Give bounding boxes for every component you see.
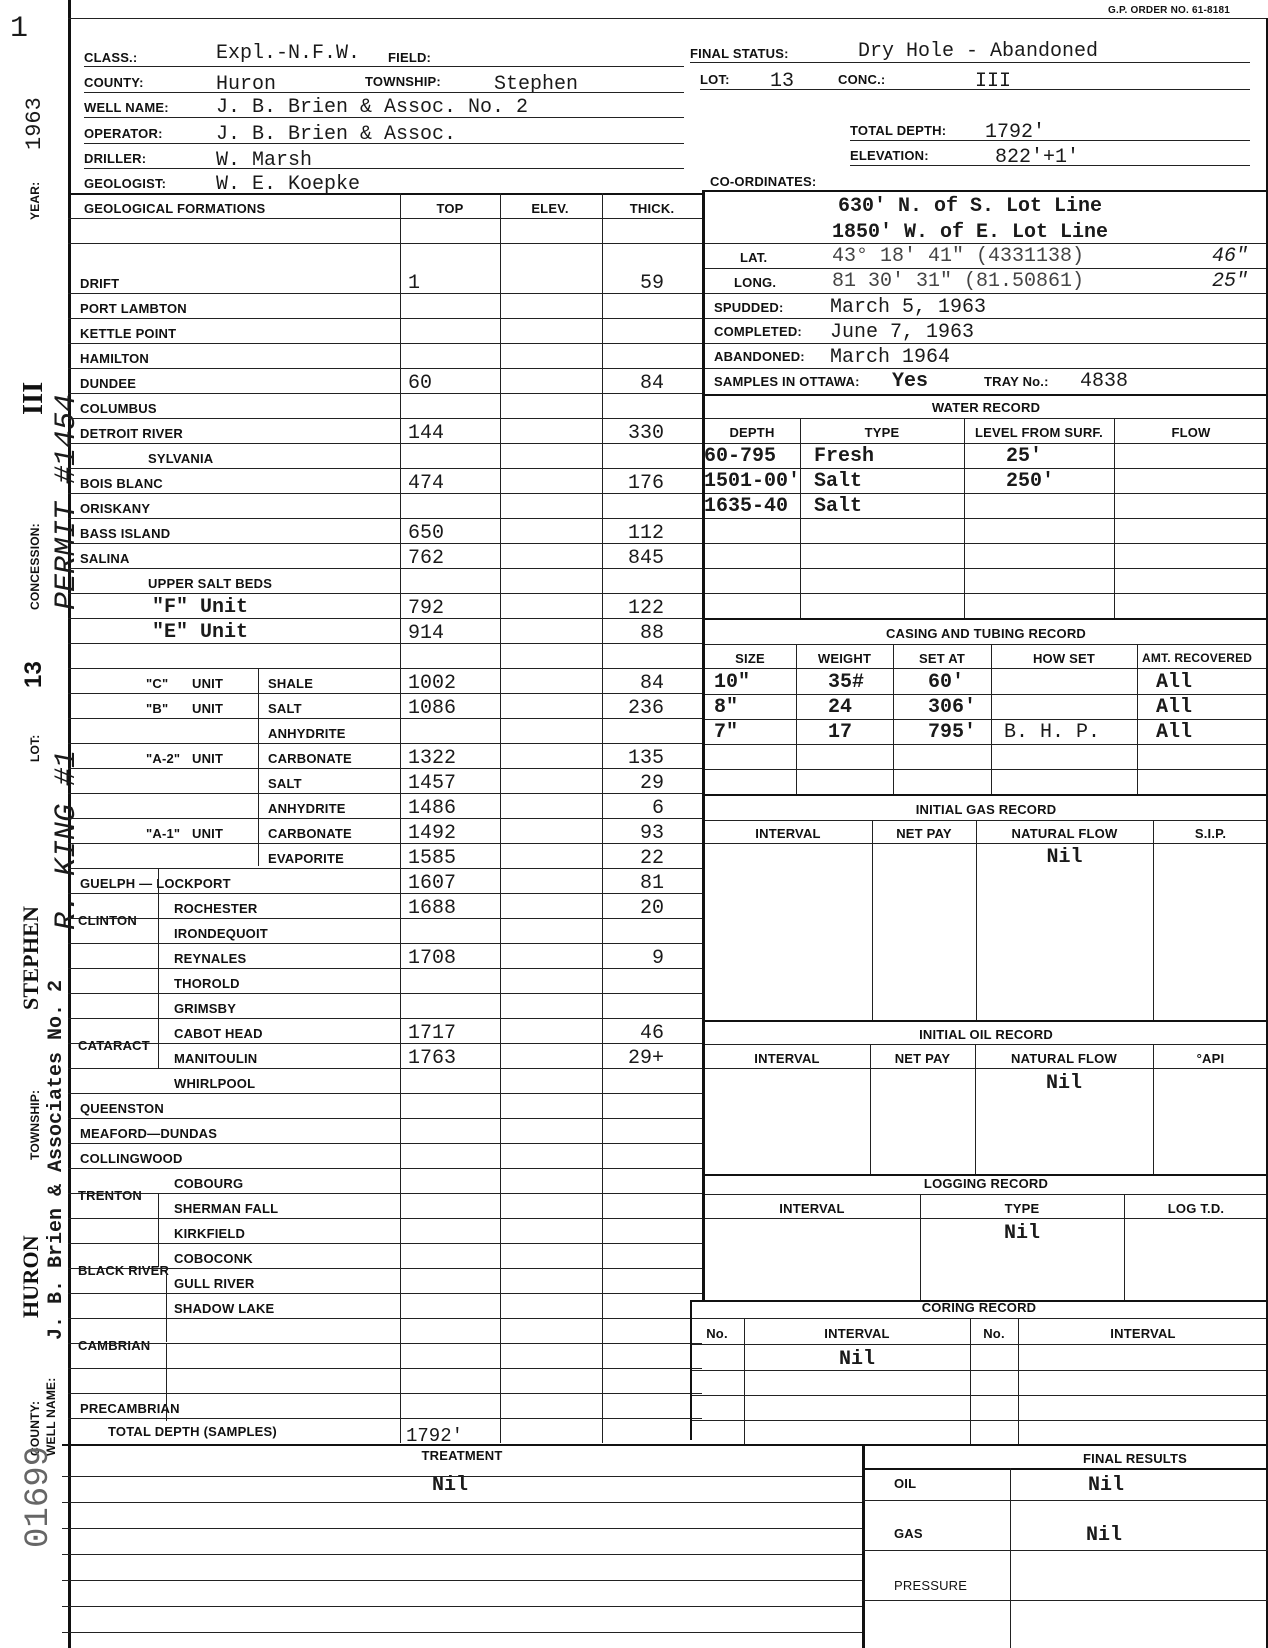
formation-name: COLUMBUS <box>80 401 157 416</box>
water-depth-header: DEPTH <box>729 425 775 440</box>
formation-name: DUNDEE <box>80 376 137 391</box>
unit-lithology: ANHYDRITE <box>268 801 346 816</box>
formation-name: PRECAMBRIAN <box>80 1401 180 1416</box>
margin-year: 1963 <box>22 97 47 150</box>
well-name-value: J. B. Brien & Assoc. No. 2 <box>216 96 529 119</box>
gas-sip-header: S.I.P. <box>1194 826 1227 841</box>
logging-logtd-header: LOG T.D. <box>1167 1201 1225 1216</box>
casing-size-header: SIZE <box>735 651 765 666</box>
driller-label: DRILLER: <box>84 151 147 166</box>
formation-group: CAMBRIAN <box>78 1338 151 1353</box>
formation-name: COLLINGWOOD <box>80 1151 183 1166</box>
oil-flow-value: Nil <box>1045 1072 1082 1095</box>
formation-name: MEAFORD—DUNDAS <box>80 1126 218 1141</box>
casing-weight: 17 <box>828 721 853 744</box>
water-record-title: WATER RECORD <box>931 400 1041 415</box>
class-label: CLASS.: <box>84 50 138 65</box>
township-label: TOWNSHIP: <box>365 74 441 89</box>
formation-thickness: 22 <box>639 847 664 870</box>
formation-thickness: 122 <box>627 597 664 620</box>
formation-name: KETTLE POINT <box>80 326 177 341</box>
spudded-value: March 5, 1963 <box>830 296 987 319</box>
formation-top: 1002 <box>408 672 457 695</box>
formation-name: BASS ISLAND <box>80 526 171 541</box>
coord-line-1: 630' N. of S. Lot Line <box>838 195 1103 218</box>
formation-top: 792 <box>408 597 445 620</box>
formation-name: ORISKANY <box>80 501 151 516</box>
field-label: FIELD: <box>388 50 432 65</box>
logging-record-title: LOGGING RECORD <box>923 1176 1049 1191</box>
margin-well-name: J. B. Brien & Associates No. 2 <box>45 979 68 1340</box>
formation-name: HAMILTON <box>80 351 149 366</box>
margin-township-label: TOWNSHIP: <box>28 1089 42 1160</box>
casing-set: 306' <box>928 696 977 719</box>
water-depth: 1501-00' <box>704 470 801 493</box>
formation-top: 1607 <box>408 872 457 895</box>
formation-member: GULL RIVER <box>174 1276 255 1291</box>
coring-no2-header: No. <box>983 1326 1005 1341</box>
gas-flow-value: Nil <box>1046 846 1083 869</box>
formations-header: GEOLOGICAL FORMATIONS <box>84 201 266 216</box>
water-type: Salt <box>814 495 863 518</box>
formation-group: BLACK RIVER <box>78 1263 170 1278</box>
county-label: COUNTY: <box>84 75 144 90</box>
unit-name: "B" <box>146 701 169 716</box>
formation-top: 60 <box>408 372 433 395</box>
unit-lithology: EVAPORITE <box>268 851 344 866</box>
formation-name: PORT LAMBTON <box>80 301 187 316</box>
casing-set: 60' <box>928 671 965 694</box>
coring-no-header: No. <box>706 1326 728 1341</box>
casing-amount: All <box>1156 696 1193 719</box>
casing-weight: 24 <box>828 696 853 719</box>
lot-label: LOT: <box>700 72 730 87</box>
oil-result-label: OIL <box>894 1476 917 1491</box>
long-label: LONG. <box>734 275 777 290</box>
final-status-value: Dry Hole - Abandoned <box>858 40 1099 63</box>
formation-top: 914 <box>408 622 445 645</box>
conc-value: III <box>975 70 1012 93</box>
samples-value: Yes <box>892 370 929 393</box>
formation-top: 1457 <box>408 772 457 795</box>
oil-netpay-header: NET PAY <box>894 1051 951 1066</box>
casing-set-header: SET AT <box>919 651 965 666</box>
formation-thickness: 88 <box>639 622 664 645</box>
total-depth-value: 1792' <box>985 121 1046 144</box>
formation-member: ROCHESTER <box>174 901 258 916</box>
long-value: 81 30' 31" (81.50861) <box>832 270 1085 293</box>
treatment-value: Nil <box>432 1474 469 1497</box>
geologist-value: W. E. Koepke <box>216 173 361 196</box>
margin-lot-label: LOT: <box>28 734 42 762</box>
casing-set: 795' <box>928 721 977 744</box>
formation-group: CLINTON <box>78 913 137 928</box>
formation-member: IRONDEQUOIT <box>174 926 268 941</box>
gas-flow-header: NATURAL FLOW <box>1011 826 1118 841</box>
center-divider <box>702 190 705 1300</box>
unit-label: UNIT <box>192 676 224 691</box>
casing-weight-header: WEIGHT <box>817 651 872 666</box>
formation-member: SHERMAN FALL <box>174 1201 279 1216</box>
margin-county-label: COUNTY: <box>28 1400 42 1456</box>
lat-label: LAT. <box>740 250 768 265</box>
formation-member: REYNALES <box>174 951 247 966</box>
formation-name: BOIS BLANC <box>80 476 163 491</box>
treatment-title: TREATMENT <box>421 1448 503 1463</box>
formation-thickness: 93 <box>639 822 664 845</box>
casing-size: 8" <box>714 696 739 719</box>
class-value: Expl.-N.F.W. <box>216 42 361 65</box>
conc-label: CONC.: <box>838 72 886 87</box>
abandoned-value: March 1964 <box>830 346 951 369</box>
elevation-label: ELEVATION: <box>850 148 929 163</box>
unit-lithology: ANHYDRITE <box>268 726 346 741</box>
formation-member: KIRKFIELD <box>174 1226 246 1241</box>
formation-thickness: 29 <box>639 772 664 795</box>
casing-record-title: CASING AND TUBING RECORD <box>885 626 1087 641</box>
margin-note: R. KING #1 <box>50 749 84 930</box>
formation-member: COBOCONK <box>174 1251 253 1266</box>
water-level-header: LEVEL FROM SURF. <box>975 425 1103 440</box>
formation-top: 1086 <box>408 697 457 720</box>
formation-top: 1717 <box>408 1022 457 1045</box>
formation-member: CABOT HEAD <box>174 1026 263 1041</box>
completed-label: COMPLETED: <box>714 324 802 339</box>
oil-interval-header: INTERVAL <box>754 1051 820 1066</box>
margin-year-label: YEAR: <box>28 181 42 220</box>
formation-name: DRIFT <box>80 276 120 291</box>
formation-member: WHIRLPOOL <box>174 1076 256 1091</box>
formation-thickness: 112 <box>627 522 664 545</box>
formation-thickness: 59 <box>639 272 664 295</box>
formation-member: COBOURG <box>174 1176 244 1191</box>
formation-top: 1763 <box>408 1047 457 1070</box>
coring-interval-header: INTERVAL <box>824 1326 890 1341</box>
formation-thickness: 176 <box>627 472 664 495</box>
casing-size: 10" <box>714 671 751 694</box>
gas-result-value: Nil <box>1086 1524 1123 1547</box>
formation-top: 1688 <box>408 897 457 920</box>
formation-top: 474 <box>408 472 445 495</box>
coring-record-title: CORING RECORD <box>921 1300 1037 1315</box>
casing-amt-header: AMT. RECOVERED <box>1142 651 1253 665</box>
tray-value: 4838 <box>1080 370 1129 393</box>
formation-member: GRIMSBY <box>174 1001 237 1016</box>
formation-member: MANITOULIN <box>174 1051 258 1066</box>
completed-value: June 7, 1963 <box>830 321 975 344</box>
unit-lithology: SALT <box>268 776 302 791</box>
formation-top: 1 <box>408 272 421 295</box>
abandoned-label: ABANDONED: <box>714 349 805 364</box>
margin-file-number: 01699 <box>20 1445 58 1548</box>
formation-thickness: 236 <box>627 697 664 720</box>
formation-name: SALINA <box>80 551 130 566</box>
gas-interval-header: INTERVAL <box>755 826 821 841</box>
formation-thickness: 845 <box>627 547 664 570</box>
margin-number: 1 <box>10 12 29 46</box>
lat-value: 43° 18' 41" (4331138) <box>832 245 1085 268</box>
formation-unit: "E" Unit <box>152 621 249 644</box>
long-correction: 25" <box>1212 270 1249 293</box>
unit-label: UNIT <box>192 701 224 716</box>
unit-lithology: SHALE <box>268 676 314 691</box>
total-depth-samples-label: TOTAL DEPTH (SAMPLES) <box>108 1424 277 1439</box>
total-depth-label: TOTAL DEPTH: <box>850 123 947 138</box>
driller-value: W. Marsh <box>216 149 313 172</box>
formation-subname: UPPER SALT BEDS <box>148 576 273 591</box>
formation-top: 762 <box>408 547 445 570</box>
formation-thickness: 81 <box>639 872 664 895</box>
water-level: 250' <box>1006 470 1055 493</box>
casing-size: 7" <box>714 721 739 744</box>
elevation-value: 822'+1' <box>995 146 1080 169</box>
margin-county-value: HURON <box>18 1235 43 1318</box>
water-depth: 1635-40 <box>704 495 789 518</box>
unit-name: "A-2" <box>146 751 181 766</box>
water-flow-header: FLOW <box>1171 425 1211 440</box>
formation-thickness: 29+ <box>627 1047 664 1070</box>
casing-weight: 35# <box>828 671 865 694</box>
formation-top: 650 <box>408 522 445 545</box>
elev-header: ELEV. <box>531 201 569 216</box>
logging-type-header: TYPE <box>1004 1201 1040 1216</box>
formation-thickness: 84 <box>639 372 664 395</box>
water-level: 25' <box>1006 445 1043 468</box>
coordinates-label: CO-ORDINATES: <box>710 174 817 189</box>
formation-group: TRENTON <box>78 1188 142 1203</box>
final-status-label: FINAL STATUS: <box>690 46 789 61</box>
gas-netpay-header: NET PAY <box>896 826 952 841</box>
water-depth: 60-795 <box>704 445 777 468</box>
unit-lithology: CARBONATE <box>268 826 352 841</box>
formation-thickness: 9 <box>651 947 664 970</box>
margin-well-name-label: WELL NAME: <box>44 1377 58 1456</box>
casing-how-header: HOW SET <box>1032 651 1096 666</box>
formation-top: 1585 <box>408 847 457 870</box>
unit-name: "A-1" <box>146 826 181 841</box>
formation-top: 144 <box>408 422 445 445</box>
casing-how-set: B. H. P. <box>1004 721 1101 744</box>
formation-subname: SYLVANIA <box>148 451 214 466</box>
oil-result-value: Nil <box>1088 1474 1125 1497</box>
oil-record-title: INITIAL OIL RECORD <box>919 1027 1053 1042</box>
formation-top: 1708 <box>408 947 457 970</box>
gas-result-label: GAS <box>894 1526 923 1541</box>
county-value: Huron <box>216 73 277 96</box>
casing-amount: All <box>1156 721 1193 744</box>
top-header: TOP <box>436 201 464 216</box>
formation-thickness: 135 <box>627 747 664 770</box>
lat-correction: 46" <box>1212 245 1249 268</box>
oil-flow-header: NATURAL FLOW <box>1011 1051 1117 1066</box>
township-value: Stephen <box>494 73 579 96</box>
pressure-label: PRESSURE <box>894 1578 968 1593</box>
formation-thickness: 330 <box>627 422 664 445</box>
formation-unit: "F" Unit <box>152 596 249 619</box>
casing-amount: All <box>1156 671 1193 694</box>
formation-thickness: 20 <box>639 897 664 920</box>
margin-concession-label: CONCESSION: <box>28 523 42 610</box>
oil-api-header: °API <box>1196 1051 1225 1066</box>
thick-header: THICK. <box>629 201 675 216</box>
unit-label: UNIT <box>192 751 224 766</box>
total-depth-samples-value: 1792' <box>406 1425 464 1447</box>
formation-thickness: 6 <box>651 797 664 820</box>
coring-interval-value: Nil <box>838 1348 875 1371</box>
water-type: Fresh <box>814 445 875 468</box>
operator-label: OPERATOR: <box>84 126 163 141</box>
unit-name: "C" <box>146 676 169 691</box>
geologist-label: GEOLOGIST: <box>84 176 167 191</box>
formation-top: 1322 <box>408 747 457 770</box>
gas-record-title: INITIAL GAS RECORD <box>915 802 1057 817</box>
order-number: G.P. ORDER NO. 61-8181 <box>1108 5 1231 16</box>
formation-name: QUEENSTON <box>80 1101 164 1116</box>
unit-lithology: SALT <box>268 701 302 716</box>
water-type-header: TYPE <box>864 425 900 440</box>
lot-value: 13 <box>770 70 795 93</box>
spudded-label: SPUDDED: <box>714 300 784 315</box>
formation-name: GUELPH — LOCKPORT <box>80 876 231 891</box>
margin-lot-value: 13 <box>20 660 47 688</box>
margin-permit: PERMIT #1454 <box>50 393 84 610</box>
formation-member: THOROLD <box>174 976 240 991</box>
coring-interval2-header: INTERVAL <box>1110 1326 1176 1341</box>
formation-thickness: 46 <box>639 1022 664 1045</box>
formation-top: 1486 <box>408 797 457 820</box>
formation-thickness: 84 <box>639 672 664 695</box>
coord-line-2: 1850' W. of E. Lot Line <box>832 221 1109 244</box>
tray-label: TRAY No.: <box>984 374 1049 389</box>
logging-interval-header: INTERVAL <box>779 1201 845 1216</box>
margin-concession-value: III <box>18 381 49 415</box>
final-results-title: FINAL RESULTS <box>1083 1451 1187 1466</box>
formation-group: CATARACT <box>78 1038 150 1053</box>
formation-top: 1492 <box>408 822 457 845</box>
operator-value: J. B. Brien & Assoc. <box>216 123 457 146</box>
unit-lithology: CARBONATE <box>268 751 352 766</box>
formation-member: SHADOW LAKE <box>174 1301 275 1316</box>
unit-label: UNIT <box>192 826 224 841</box>
margin-township-value: STEPHEN <box>18 905 43 1010</box>
formation-name: DETROIT RIVER <box>80 426 183 441</box>
water-type: Salt <box>814 470 863 493</box>
samples-label: SAMPLES IN OTTAWA: <box>714 374 860 389</box>
logging-type-value: Nil <box>1003 1222 1040 1245</box>
well-name-label: WELL NAME: <box>84 100 169 115</box>
